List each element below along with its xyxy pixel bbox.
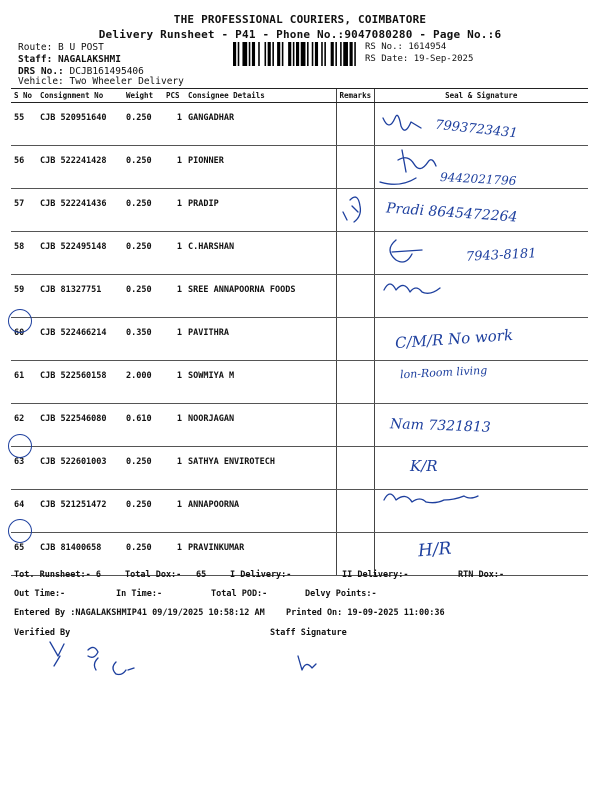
tot-runsheet: Tot. Runsheet:- 6 bbox=[14, 570, 101, 580]
row-remarks bbox=[336, 404, 374, 447]
table-row bbox=[11, 275, 588, 318]
row-consignment: CJB 522601003 bbox=[37, 447, 123, 490]
row-sno: 63 bbox=[11, 447, 37, 490]
table-row bbox=[11, 404, 588, 447]
row-consignee: SOWMIYA M bbox=[185, 361, 336, 404]
row-pcs: 1 bbox=[163, 275, 185, 318]
row-sno: 65 bbox=[11, 533, 37, 576]
handwriting-60: C/M/R No work bbox=[394, 325, 514, 353]
handwriting-56: 9442021796 bbox=[439, 170, 517, 188]
row-consignee: SATHYA ENVIROTECH bbox=[185, 447, 336, 490]
drs-value: DCJB161495406 bbox=[69, 66, 144, 77]
row-pcs: 1 bbox=[163, 404, 185, 447]
row-signature bbox=[374, 275, 588, 318]
row-consignment: CJB 81400658 bbox=[37, 533, 123, 576]
row-consignment: CJB 522546080 bbox=[37, 404, 123, 447]
row-consignee: PRADIP bbox=[185, 189, 336, 232]
row-weight: 0.250 bbox=[123, 533, 163, 576]
handwriting-55: 7993723431 bbox=[434, 117, 519, 142]
handwriting-58: 7943-8181 bbox=[465, 246, 537, 265]
row-consignment: CJB 522560158 bbox=[37, 361, 123, 404]
row-pcs: 1 bbox=[163, 447, 185, 490]
row-signature bbox=[374, 447, 588, 490]
row-pcs: 1 bbox=[163, 318, 185, 361]
row-pcs: 1 bbox=[163, 189, 185, 232]
runsheet-title: Delivery Runsheet - P41 - Phone No.:9047080280 - Page No.:6 bbox=[98, 28, 502, 41]
row-consignee: C.HARSHAN bbox=[185, 232, 336, 275]
col-remarks: Remarks bbox=[336, 89, 374, 103]
out-time: Out Time:- bbox=[14, 589, 66, 599]
col-consignee: Consignee Details bbox=[185, 89, 336, 103]
row-weight: 0.250 bbox=[123, 103, 163, 146]
row-weight: 2.000 bbox=[123, 361, 163, 404]
col-pcs: PCS bbox=[163, 89, 185, 103]
row-consignment: CJB 522466214 bbox=[37, 318, 123, 361]
row-consignee: PRAVINKUMAR bbox=[185, 533, 336, 576]
row-weight: 0.250 bbox=[123, 189, 163, 232]
row-consignee: SREE ANNAPOORNA FOODS bbox=[185, 275, 336, 318]
rs-date: RS Date: 19-Sep-2025 bbox=[365, 54, 474, 64]
col-signature: Seal & Signature bbox=[374, 89, 588, 103]
row-consignee: ANNAPOORNA bbox=[185, 490, 336, 533]
row-remarks bbox=[336, 103, 374, 146]
company-title: THE PROFESSIONAL COURIERS, COIMBATORE bbox=[173, 13, 427, 26]
row-pcs: 1 bbox=[163, 146, 185, 189]
row-weight: 0.250 bbox=[123, 490, 163, 533]
entered-by: Entered By :NAGALAKSHMIP41 09/19/2025 10:58:12 AM bbox=[14, 608, 265, 618]
row-remarks bbox=[336, 447, 374, 490]
table-row bbox=[11, 490, 588, 533]
sno-circle-65 bbox=[8, 519, 32, 543]
signature-verified bbox=[50, 642, 134, 675]
total-pod: Total POD:- bbox=[211, 589, 268, 599]
row-consignment: CJB 522241428 bbox=[37, 146, 123, 189]
barcode-icon bbox=[233, 42, 359, 66]
col-weight: Weight bbox=[123, 89, 163, 103]
row-remarks bbox=[336, 490, 374, 533]
row-remarks bbox=[336, 146, 374, 189]
rtn-dox: RTN Dox:- bbox=[458, 570, 505, 580]
row-sno: 62 bbox=[11, 404, 37, 447]
row-weight: 0.350 bbox=[123, 318, 163, 361]
handwriting-57: Pradi 8645472264 bbox=[385, 200, 518, 226]
handwriting-62: Nam 7321813 bbox=[389, 416, 491, 436]
col-sno: S No bbox=[11, 89, 37, 103]
rs-number: RS No.: 1614954 bbox=[365, 42, 447, 52]
vehicle-text: Vehicle: Two Wheeler Delivery bbox=[18, 76, 184, 87]
row-consignment: CJB 522241436 bbox=[37, 189, 123, 232]
table-row bbox=[11, 447, 588, 490]
row-sno: 60 bbox=[11, 318, 37, 361]
handwriting-63: K/R bbox=[410, 457, 438, 475]
sno-circle-60 bbox=[8, 309, 32, 333]
row-consignee: GANGADHAR bbox=[185, 103, 336, 146]
row-consignee: PAVITHRA bbox=[185, 318, 336, 361]
total-dox-label: Total Dox:- bbox=[125, 570, 182, 580]
row-pcs: 1 bbox=[163, 533, 185, 576]
row-consignment: CJB 520951640 bbox=[37, 103, 123, 146]
row-sno: 55 bbox=[11, 103, 37, 146]
row-weight: 0.610 bbox=[123, 404, 163, 447]
row-pcs: 1 bbox=[163, 361, 185, 404]
row-consignment: CJB 521251472 bbox=[37, 490, 123, 533]
in-time: In Time:- bbox=[116, 589, 163, 599]
handwriting-65: H/R bbox=[417, 538, 453, 562]
ii-delivery: II Delivery:- bbox=[342, 570, 409, 580]
sno-circle-63 bbox=[8, 434, 32, 458]
i-delivery: I Delivery:- bbox=[230, 570, 292, 580]
row-remarks bbox=[336, 361, 374, 404]
row-consignment: CJB 81327751 bbox=[37, 275, 123, 318]
row-pcs: 1 bbox=[163, 490, 185, 533]
row-sno: 61 bbox=[11, 361, 37, 404]
row-consignee: NOORJAGAN bbox=[185, 404, 336, 447]
row-consignee: PIONNER bbox=[185, 146, 336, 189]
row-weight: 0.250 bbox=[123, 447, 163, 490]
staff-signature-label: Staff Signature bbox=[270, 628, 347, 638]
table-header-row bbox=[11, 89, 588, 103]
row-remarks bbox=[336, 189, 374, 232]
table-row bbox=[11, 361, 588, 404]
row-signature bbox=[374, 490, 588, 533]
staff-text: Staff: NAGALAKSHMI bbox=[18, 54, 121, 65]
verified-by: Verified By bbox=[14, 628, 71, 638]
row-weight: 0.250 bbox=[123, 232, 163, 275]
row-sno: 57 bbox=[11, 189, 37, 232]
row-pcs: 1 bbox=[163, 103, 185, 146]
row-remarks bbox=[336, 275, 374, 318]
total-dox-value: 65 bbox=[196, 570, 207, 580]
row-weight: 0.250 bbox=[123, 275, 163, 318]
col-consignment: Consignment No bbox=[37, 89, 123, 103]
drs-label: DRS No.: bbox=[18, 66, 64, 77]
printed-on: Printed On: 19-09-2025 11:00:36 bbox=[286, 608, 445, 618]
row-consignment: CJB 522495148 bbox=[37, 232, 123, 275]
row-sno: 58 bbox=[11, 232, 37, 275]
signature-staff bbox=[298, 656, 316, 670]
handwriting-61: lon-Room living bbox=[399, 363, 488, 382]
row-sno: 56 bbox=[11, 146, 37, 189]
row-pcs: 1 bbox=[163, 232, 185, 275]
delvy-points: Delvy Points:- bbox=[305, 589, 377, 599]
row-weight: 0.250 bbox=[123, 146, 163, 189]
row-remarks bbox=[336, 318, 374, 361]
route-text: Route: B U POST bbox=[18, 42, 104, 53]
row-remarks bbox=[336, 232, 374, 275]
row-sno: 64 bbox=[11, 490, 37, 533]
row-sno: 59 bbox=[11, 275, 37, 318]
